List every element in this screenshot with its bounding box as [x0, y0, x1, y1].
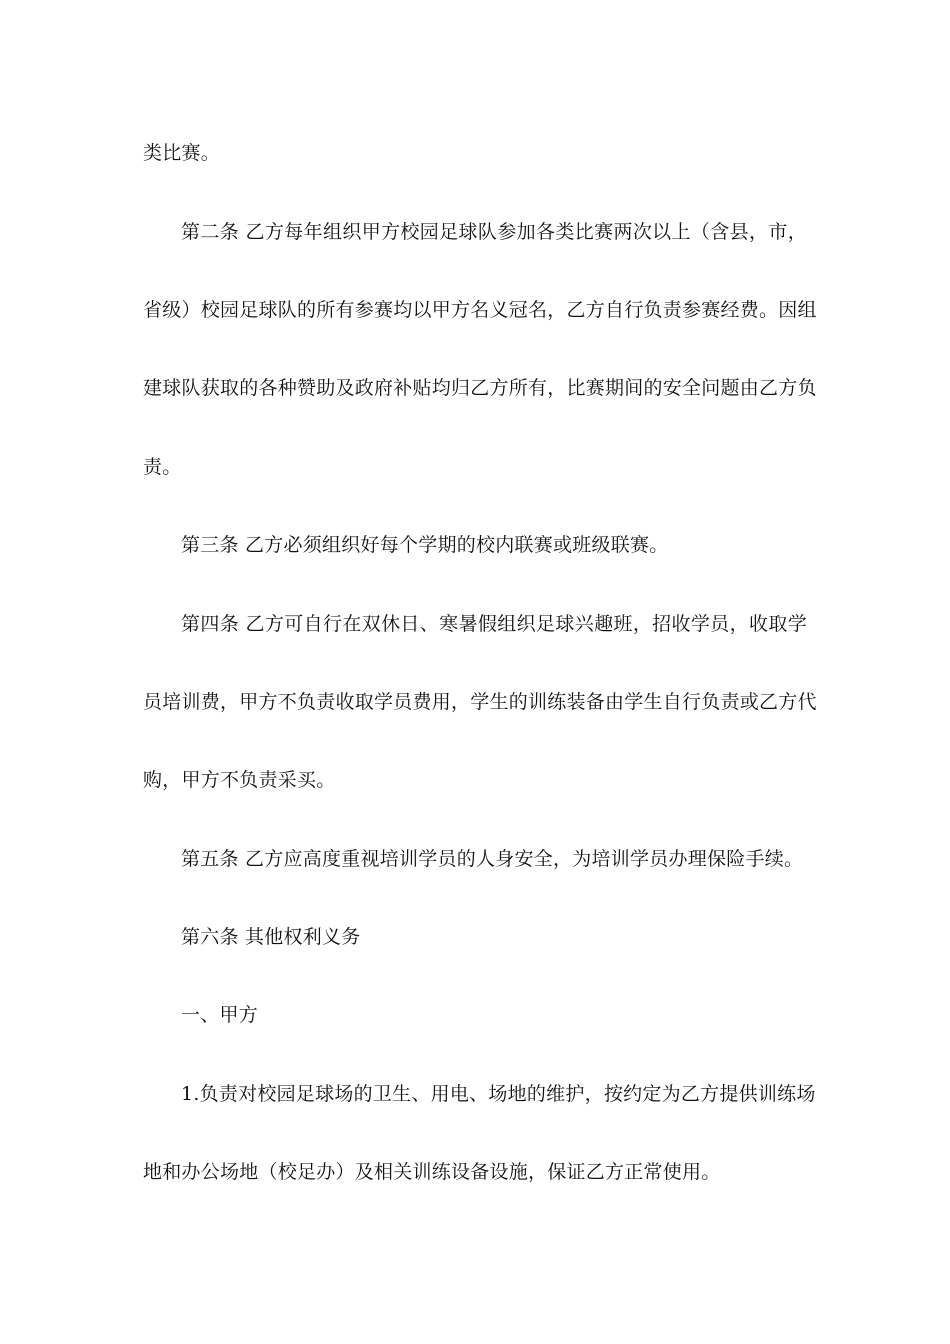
text-line: 员培训费，甲方不负责收取学员费用，学生的训练装备由学生自行负责或乙方代: [143, 691, 817, 713]
clause-1-line: 1.负责对校园足球场的卫生、用电、场地的维护，按约定为乙方提供训练场: [181, 1083, 816, 1105]
article-6-heading: 第六条 其他权利义务: [181, 926, 361, 948]
article-3-line: 第三条 乙方必须组织好每个学期的校内联赛或班级联赛。: [181, 534, 669, 556]
article-4-heading-line: 第四条 乙方可自行在双休日、寒暑假组织足球兴趣班，招收学员，收取学: [181, 613, 807, 635]
article-5-line: 第五条 乙方应高度重视培训学员的人身安全，为培训学员办理保险手续。: [181, 848, 804, 870]
text-line: 建球队获取的各种赞助及政府补贴均归乙方所有，比赛期间的安全问题由乙方负: [143, 377, 817, 399]
text-line: 地和办公场地（校足办）及相关训练设备设施，保证乙方正常使用。: [143, 1161, 721, 1183]
text-line: 类比赛。: [143, 142, 221, 164]
text-line: 责。: [143, 456, 182, 478]
text-line: 省级）校园足球队的所有参赛均以甲方名义冠名，乙方自行负责参赛经费。因组: [143, 299, 817, 321]
article-2-heading-line: 第二条 乙方每年组织甲方校园足球队参加各类比赛两次以上（含县，市，: [181, 221, 807, 243]
text-line: 购，甲方不负责采买。: [143, 769, 336, 791]
party-a-heading: 一、甲方: [181, 1004, 259, 1026]
